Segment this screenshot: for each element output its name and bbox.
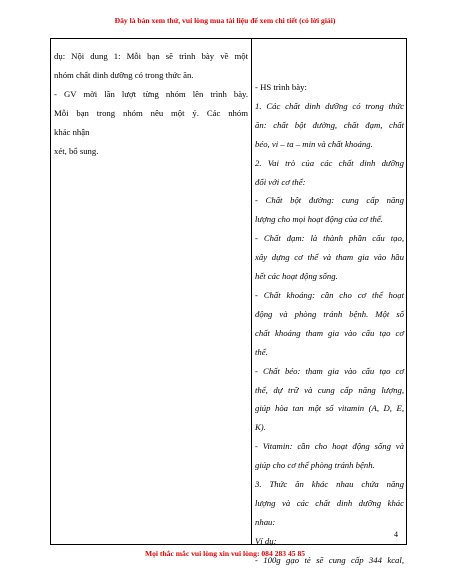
right-line: ăn: chất bột đường, chất đạm, chất: [255, 119, 404, 130]
page-number: 4: [394, 530, 398, 539]
right-line: hết các hoạt động sống.: [255, 271, 338, 282]
right-line: - Chất đạm: là thành phần cấu tạo,: [255, 233, 404, 244]
right-line: 2. Vai trò của các chất dinh dưỡng: [255, 157, 404, 168]
right-line: 1. Các chất dinh dưỡng có trong thức: [255, 100, 404, 111]
right-line: thể.: [255, 346, 268, 357]
right-line: lượng cho mọi hoạt động của cơ thể.: [255, 214, 383, 225]
left-line: khác nhận: [54, 126, 90, 137]
right-line: Ví dụ:: [255, 535, 277, 546]
right-line: - Vitamin: cần cho hoạt động sống và: [255, 441, 404, 452]
right-line: thể, dự trữ và cung cấp năng lượng,: [255, 384, 404, 395]
right-line: chất khoáng tham gia vào cấu tạo cơ: [255, 327, 404, 338]
right-line: 3. Thức ăn khác nhau chứa năng: [255, 479, 404, 490]
right-line: lượng và các chất dinh dưỡng khác: [255, 497, 404, 508]
right-line: giúp cho cơ thể phòng tránh bệnh.: [255, 460, 375, 471]
left-line: - GV mời lần lượt từng nhóm lên trình bày.: [54, 88, 248, 99]
right-line: đối với cơ thể:: [255, 176, 306, 187]
student-activity-column: [252, 39, 406, 565]
right-line: - Chất béo: tham gia vào cấu tạo cơ: [255, 365, 404, 376]
right-line: giúp hòa tan một số vitamin (A, D, E,: [255, 403, 404, 414]
right-line: béo, vi – ta – min và chất khoáng.: [255, 138, 373, 149]
right-line: xây dựng cơ thể và tham gia vào hầu: [255, 252, 404, 263]
right-line: - Chất bột đường: cung cấp năng: [255, 195, 404, 206]
right-line: - Chất khoáng: cần cho cơ thể hoạt: [255, 289, 404, 300]
left-line: nhóm chất dinh dưỡng có trong thức ăn.: [54, 69, 194, 80]
left-line: xét, bổ sung.: [54, 145, 99, 156]
preview-banner: Đây là bản xem thử, vui lòng mua tài liệu để xem chi tiết (có lời giải): [114, 16, 336, 25]
right-line: - 100g gạo tẻ sẽ cung cấp 344 kcal,: [255, 554, 404, 565]
right-line: nhau:: [255, 516, 276, 527]
right-line: động và phòng tránh bệnh. Một số: [255, 308, 404, 319]
teacher-activity-column: [51, 39, 252, 544]
right-line: K).: [255, 422, 266, 433]
contact-footer: Mọi thắc mắc vui lòng xin vui lòng: 084 283 45 85: [144, 549, 306, 558]
left-line: Mỗi bạn trong nhóm nêu một ý. Các nhóm: [54, 107, 248, 118]
left-line: dụ: Nội dung 1: Mỗi bạn sẽ trình bày về một: [54, 51, 248, 61]
right-line: - HS trình bày:: [255, 82, 307, 92]
